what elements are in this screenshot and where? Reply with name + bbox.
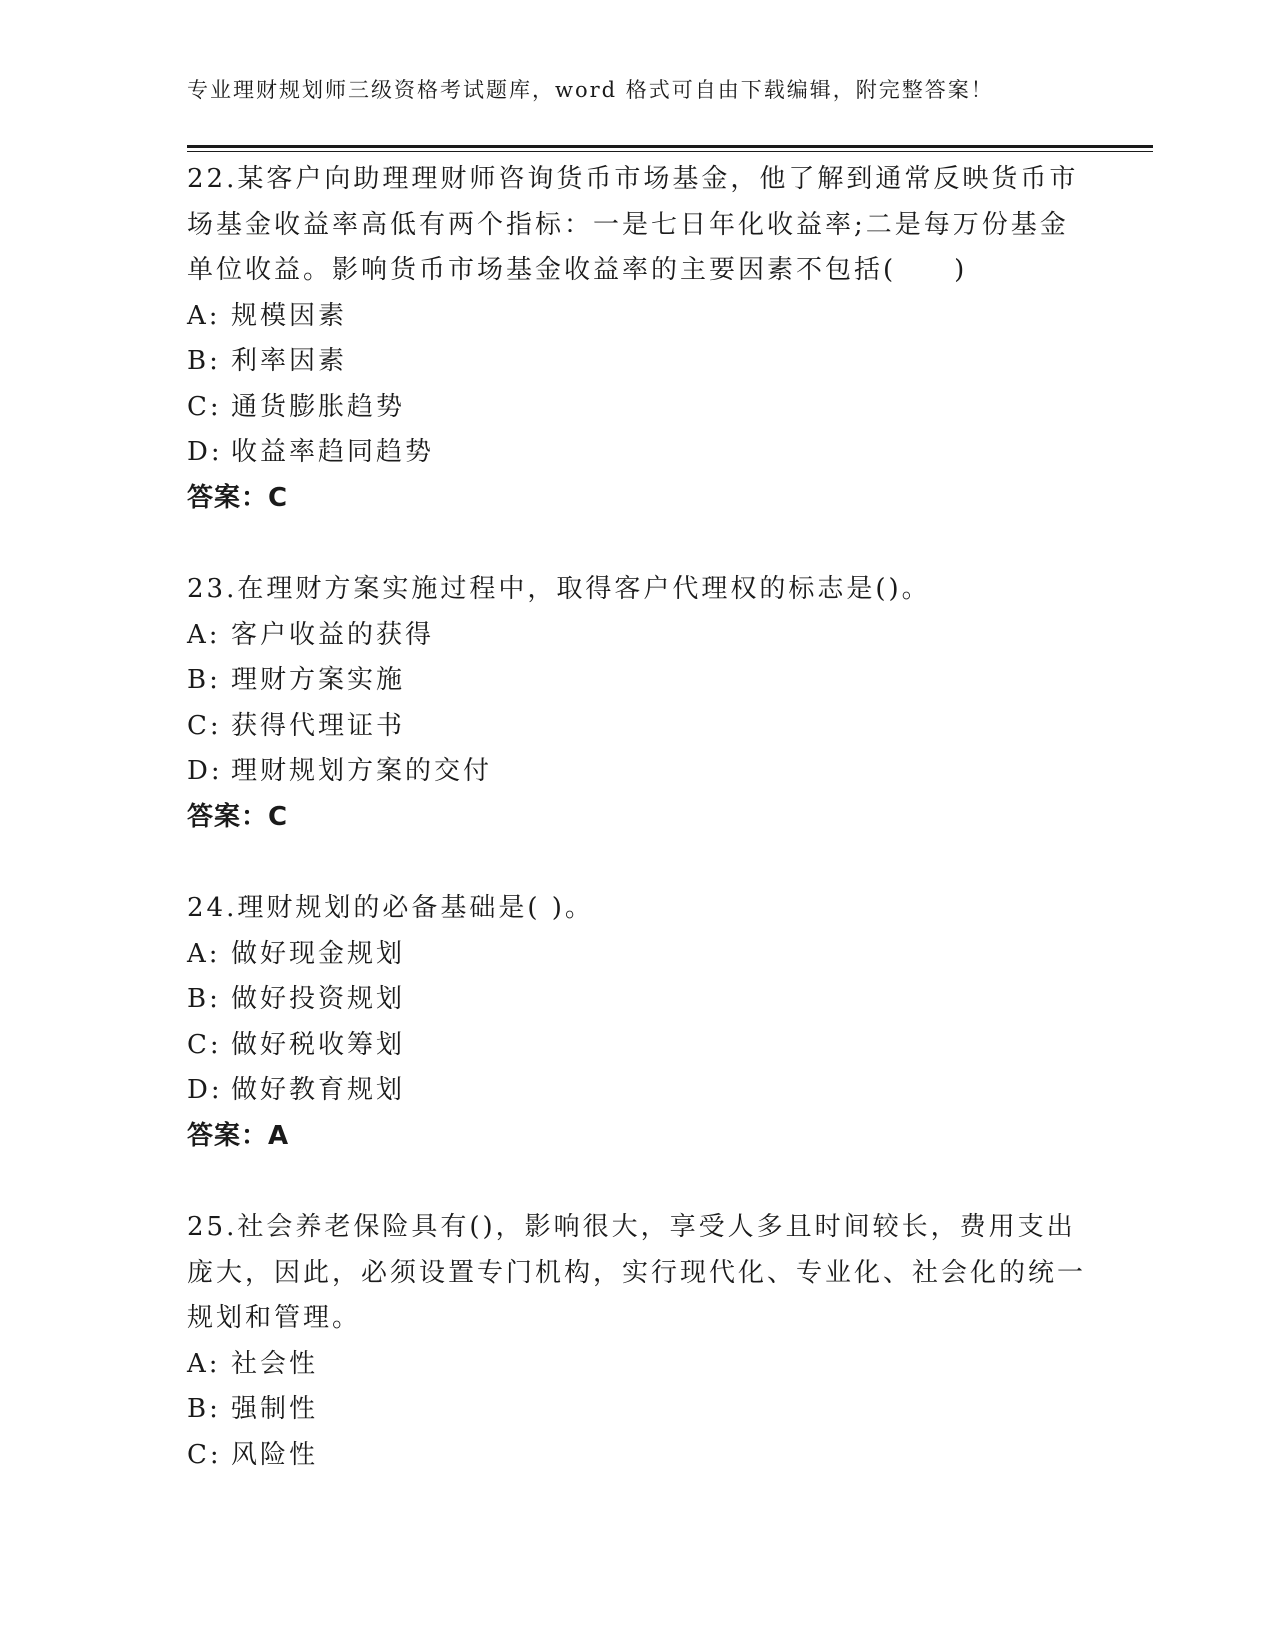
header-divider-thick xyxy=(187,145,1153,148)
option-text: 做好税收筹划 xyxy=(231,1029,406,1060)
question-list xyxy=(187,157,1087,1478)
question-25 xyxy=(187,1205,1087,1478)
option-letter: A: xyxy=(187,938,221,969)
answer-line: 答案：C xyxy=(187,482,289,513)
option-b xyxy=(187,977,1087,1023)
option-c xyxy=(187,1023,1087,1069)
option-text: 理财规划方案的交付 xyxy=(231,756,493,786)
option-letter: A: xyxy=(187,300,221,331)
question-23 xyxy=(187,567,1087,840)
option-letter: C: xyxy=(187,391,222,422)
option-a xyxy=(187,613,1087,659)
question-stem: 22.某客户向助理理财师咨询货币市场基金，他了解到通常反映货币市场基金收益率高低有两个指标：一是七日年化收益率;二是每万份基金单位收益。影响货币市场基金收益率的主要因素不包括( ) xyxy=(187,164,1079,285)
option-text: 做好现金规划 xyxy=(231,938,406,969)
option-b xyxy=(187,658,1087,704)
question-22 xyxy=(187,157,1087,521)
option-letter: B: xyxy=(187,1394,221,1424)
option-b xyxy=(187,1387,1087,1433)
option-c xyxy=(187,704,1087,750)
option-letter: C: xyxy=(187,710,222,741)
option-d xyxy=(187,1068,1087,1114)
option-text: 规模因素 xyxy=(231,300,348,331)
page-header: 专业理财规划师三级资格考试题库，word 格式可自由下载编辑，附完整答案！ xyxy=(187,78,994,102)
option-a xyxy=(187,294,1087,340)
header-divider-thin xyxy=(187,151,1153,152)
option-text: 理财方案实施 xyxy=(231,665,406,695)
option-text: 利率因素 xyxy=(231,346,348,376)
answer-line: 答案：C xyxy=(187,801,289,832)
option-letter: B: xyxy=(187,984,221,1014)
question-stem: 23.在理财方案实施过程中，取得客户代理权的标志是()。 xyxy=(187,574,931,604)
option-d xyxy=(187,430,1087,476)
option-text: 做好投资规划 xyxy=(231,984,406,1014)
option-text: 风险性 xyxy=(231,1439,319,1470)
option-letter: C: xyxy=(187,1029,222,1060)
option-c xyxy=(187,1433,1087,1479)
option-letter: A: xyxy=(187,619,221,650)
option-text: 社会性 xyxy=(231,1348,319,1379)
question-stem: 25.社会养老保险具有()，影响很大，享受人多且时间较长，费用支出庞大，因此，必须设置专门机构，实行现代化、专业化、社会化的统一规划和管理。 xyxy=(187,1212,1087,1333)
option-text: 收益率趋同趋势 xyxy=(231,437,435,467)
option-letter: A: xyxy=(187,1348,221,1379)
option-text: 获得代理证书 xyxy=(231,710,406,741)
option-letter: D: xyxy=(187,756,223,786)
option-text: 做好教育规划 xyxy=(231,1075,406,1105)
option-text: 客户收益的获得 xyxy=(231,619,435,650)
option-letter: D: xyxy=(187,1075,223,1105)
option-letter: B: xyxy=(187,665,221,695)
option-letter: D: xyxy=(187,437,223,467)
option-text: 强制性 xyxy=(231,1394,319,1424)
question-24 xyxy=(187,886,1087,1159)
question-stem: 24.理财规划的必备基础是( )。 xyxy=(187,893,594,923)
option-a xyxy=(187,932,1087,978)
option-letter: B: xyxy=(187,346,221,376)
option-a xyxy=(187,1342,1087,1388)
option-text: 通货膨胀趋势 xyxy=(231,391,406,422)
answer-line: 答案：A xyxy=(187,1120,290,1151)
option-letter: C: xyxy=(187,1439,222,1470)
option-d xyxy=(187,749,1087,795)
option-b xyxy=(187,339,1087,385)
option-c xyxy=(187,385,1087,431)
